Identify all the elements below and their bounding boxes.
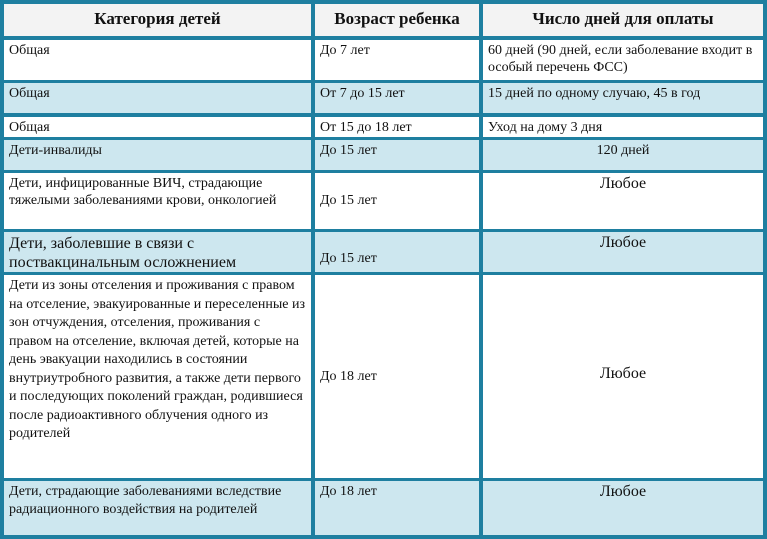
table-cell-days: 15 дней по одному случаю, 45 в год [483, 83, 763, 113]
header-days: Число дней для оплаты [483, 4, 763, 36]
table-cell-age: До 15 лет [315, 140, 479, 170]
table-cell-age: От 7 до 15 лет [315, 83, 479, 113]
table-cell-days: 120 дней [483, 140, 763, 170]
table-cell-days: Любое [483, 481, 763, 535]
header-age: Возраст ребенка [315, 4, 479, 36]
table-cell-age: До 18 лет [315, 481, 479, 535]
table-cell-age: До 18 лет [315, 275, 479, 478]
table-cell-age: От 15 до 18 лет [315, 117, 479, 137]
table-cell-days: Любое [483, 275, 763, 478]
table-cell-days: Любое [483, 232, 763, 272]
table-cell-days: Уход на дому 3 дня [483, 117, 763, 137]
table-cell-days: 60 дней (90 дней, если заболевание входит в особый перечень ФСС) [483, 40, 763, 80]
table-cell-category: Дети из зоны отселения и проживания с правом на отселение, эвакуированные и переселенные из зон отчуждения, отселения, проживания с правом на отселение, включая детей, которые на день эвакуации находились в состоянии внутриутробного развития, а также дети первого и последующих поколений граждан, родившиеся после радиоактивного облучения одного из родителей [4, 275, 311, 478]
header-category: Категория детей [4, 4, 311, 36]
table-cell-category: Общая [4, 83, 311, 113]
table-cell-age: До 15 лет [315, 173, 479, 229]
table-cell-category: Дети, страдающие заболеваниями вследствие радиационного воздействия на родителей [4, 481, 311, 535]
table-cell-category: Дети-инвалиды [4, 140, 311, 170]
table-cell-age: До 15 лет [315, 232, 479, 272]
table-cell-age: До 7 лет [315, 40, 479, 80]
table-cell-category: Дети, заболевшие в связи с поствакцинальным осложнением [4, 232, 311, 272]
table-cell-category: Общая [4, 117, 311, 137]
table-cell-days: Любое [483, 173, 763, 229]
table-cell-category: Дети, инфицированные ВИЧ, страдающие тяжелыми заболеваниями крови, онкологией [4, 173, 311, 229]
table-cell-category: Общая [4, 40, 311, 80]
